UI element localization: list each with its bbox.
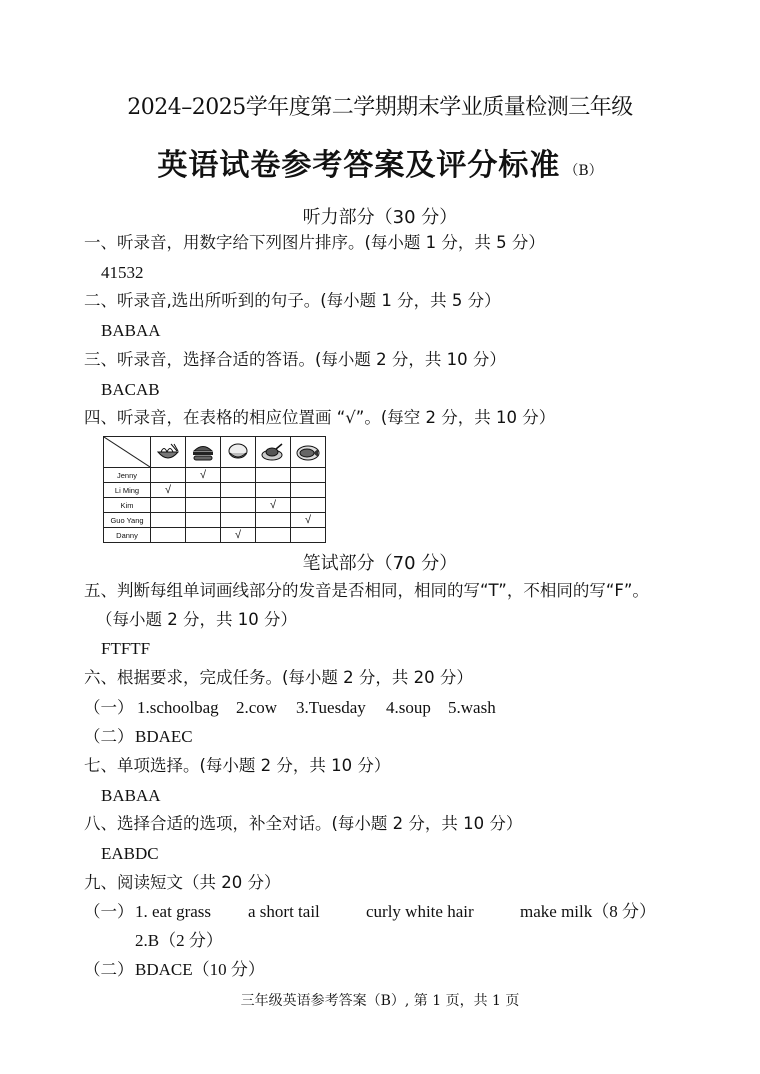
check-mark: √ [186,468,221,483]
page-footer: 三年级英语参考答案（B）, 第 1 页，共 1 页 [240,993,520,1009]
q8-text: 八、选择合适的选项，补全对话。(每小题 2 分，共 10 分） [84,814,523,833]
noodles-icon [151,437,186,468]
q6-part2-label: （二） [84,727,134,746]
q9-part1-line2: 2.B（2 分） [135,931,223,950]
table-row [104,498,326,513]
check-mark: √ [291,513,326,528]
row-name: Li Ming [104,483,151,498]
q9-part1-item: curly white hair [366,902,474,921]
q9-part2-answer: BDACE（10 分） [135,960,265,979]
q6-part1-item: 4.soup [386,698,431,717]
q3-answer: BACAB [101,380,160,399]
version-label: （B） [564,163,603,179]
q6-part1-item: 3.Tuesday [296,698,366,717]
q7-text: 七、单项选择。(每小题 2 分，共 10 分） [84,756,391,775]
q9-part1-item: make milk（8 分） [520,902,656,921]
q5-text: 五、判断每组单词画线部分的发音是否相同，相同的写“T”，不相同的写“F”。 [84,581,649,600]
table-row [104,528,326,543]
q3-text: 三、听录音，选择合适的答语。(每小题 2 分，共 10 分） [84,350,506,369]
q6-text: 六、根据要求，完成任务。(每小题 2 分，共 20 分） [84,668,473,687]
table-header-row [104,437,326,468]
q1-text: 一、听录音，用数字给下列图片排序。(每小题 1 分，共 5 分） [84,233,545,252]
corner-diagonal [104,437,150,467]
row-name: Jenny [104,468,151,483]
document-title: 2024–2025学年度第二学期期末学业质量检测三年级 [127,95,633,120]
table-row [104,513,326,528]
q6-part1-item: 5.wash [448,698,496,717]
q1-answer: 41532 [101,263,144,282]
listening-answer-table [103,436,326,543]
q8-answer: EABDC [101,844,159,863]
table-row [104,468,326,483]
rice-icon [221,437,256,468]
check-mark: √ [256,498,291,513]
writing-heading: 笔试部分（70 分） [302,553,458,574]
check-mark: √ [151,483,186,498]
listening-heading: 听力部分（30 分） [302,207,458,228]
check-mark: √ [221,528,256,543]
q6-part1-label: （一） [84,698,134,717]
q9-part1-item: 1. eat grass [135,902,212,921]
fish-icon [291,437,326,468]
q4-text: 四、听录音，在表格的相应位置画 “√”。(每空 2 分，共 10 分） [84,408,556,427]
hamburger-icon [186,437,221,468]
table-row [104,483,326,498]
q9-part1-item: a short tail [248,902,320,921]
table-corner-cell [104,437,151,468]
q5-text-line2: （每小题 2 分，共 10 分） [96,610,297,629]
answer-key-title: 英语试卷参考答案及评分标准 [157,148,561,183]
q7-answer: BABAA [101,786,161,805]
document-subtitle [0,140,760,184]
row-name: Kim [104,498,151,513]
q6-part1-item: 1.schoolbag [137,698,219,717]
row-name: Guo Yang [104,513,151,528]
q2-answer: BABAA [101,321,161,340]
q9-part2-label: （二） [84,960,134,979]
q2-text: 二、听录音,选出所听到的句子。(每小题 1 分，共 5 分） [84,291,501,310]
q5-answer: FTFTF [101,639,151,658]
q9-part1-label: （一） [84,902,134,921]
q9-text: 九、阅读短文（共 20 分） [84,873,281,892]
q6-part2-answer: BDAEC [135,727,193,746]
q6-part1-item: 2.cow [236,698,278,717]
chicken-icon [256,437,291,468]
row-name: Danny [104,528,151,543]
